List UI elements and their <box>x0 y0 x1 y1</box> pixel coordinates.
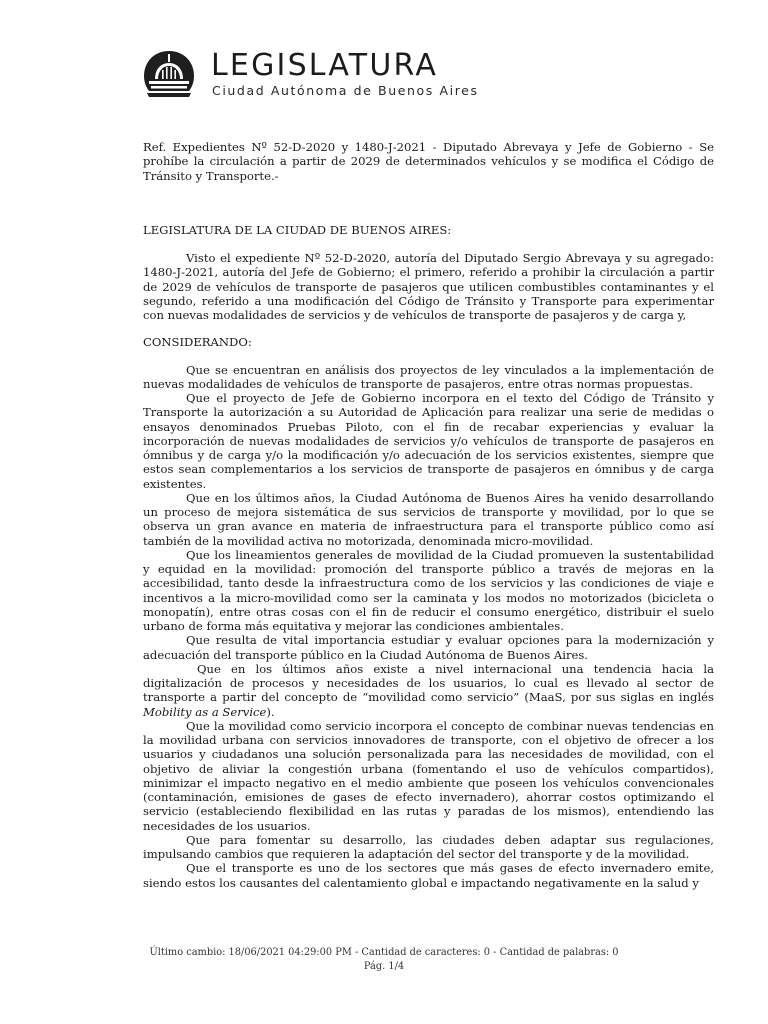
document-body <box>143 140 714 890</box>
legislature-title: LEGISLATURA <box>211 48 439 83</box>
addressee-heading: LEGISLATURA DE LA CIUDAD DE BUENOS AIRES: <box>143 222 452 237</box>
considerando-paragraph: Que para fomentar su desarrollo, las ciudades deben adaptar sus regulaciones, impulsando cambios que requieren la adaptación del sector del transporte y de la movilidad. <box>143 832 714 861</box>
considerando-paragraph: Que en los últimos años, la Ciudad Autónoma de Buenos Aires ha venido desarrollando un proceso de mejora sistemática de sus servicios de transporte y movilidad, por lo que se observa un gran avance en materia de infraestructura para el transporte público como así también de la movilidad activa no motorizada, denominada micro-movilidad. <box>143 490 714 548</box>
considerando-paragraph: Que el proyecto de Jefe de Gobierno incorpora en el texto del Código de Tránsito y Transporte la autorización a su Autoridad de Aplicación para realizar una serie de medidas o ensayos denominados Pruebas Piloto, con el fin de recabar experiencias y evaluar la incorporación de nuevas modalidades de servicios y/o vehículos de transporte de pasajeros en ómnibus y de carga y/o la modificación y/o adecuación de los servicios existentes, siempre que estos sean complementarios a los servicios de transporte de pasajeros en ómnibus y de carga existentes. <box>143 391 714 491</box>
visto-paragraph: Visto el expediente Nº 52-D-2020, autoría del Diputado Sergio Abrevaya y su agregado: 1480-J-2021, autoría del Jefe de Gobierno; el primero, referido a prohibir la circulación a partir de 2029 de vehículos de transporte de pasajeros que utilicen combustibles contaminantes y el segundo, referido a una modificación del Código de Tránsito y Transporte para experimentar con nuevas modalidades de servicios y de vehículos de transporte de pasajeros y de carga y, <box>143 251 714 322</box>
page-footer <box>0 946 768 974</box>
considerando-paragraph: Que los lineamientos generales de movilidad de la Ciudad promueven la sustentabilidad y equidad en la movilidad: promoción del transporte público a través de mejoras en la accesibilidad, tanto desde la infraestructura como de los servicios y las condiciones de viaje e incentivos a la micro-movilidad como ser la caminata y los modos no motorizados (bicicleta o monopatín), entre otras cosas con el fin de reducir el consumo energético, distribuir el suelo urbano de forma más equitativa y mejorar las condiciones ambientales. <box>143 547 714 633</box>
legislature-subtitle: Ciudad Autónoma de Buenos Aires <box>212 83 479 98</box>
reference-line: Ref. Expedientes Nº 52-D-2020 y 1480-J-2021 - Diputado Abrevaya y Jefe de Gobierno - Se prohíbe la circulación a partir de 2029 de determinados vehículos y se modifica el Código de Tránsito y Transporte.- <box>143 140 714 183</box>
maas-tail: ). <box>266 704 275 719</box>
considerando-heading: CONSIDERANDO: <box>143 335 252 350</box>
maas-paragraph <box>143 662 714 719</box>
maas-text: Que en los últimos años existe a nivel internacional una tendencia hacia la digitalización de procesos y necesidades de los usuarios, lo cual es llevado al sector de transporte a partir del concepto de “movilidad como servicio” (MaaS, por sus siglas en inglés <box>143 661 714 705</box>
considerando-paragraph: Que se encuentran en análisis dos proyectos de ley vinculados a la implementación de nuevas modalidades de vehículos de transporte de pasajeros, entre otras normas propuestas. <box>143 362 714 391</box>
letterhead <box>141 47 641 103</box>
maas-italic-term: Mobility as a Service <box>143 704 267 719</box>
considerando-paragraph: Que resulta de vital importancia estudiar y evaluar opciones para la modernización y adecuación del transporte público en la Ciudad Autónoma de Buenos Aires. <box>143 633 714 662</box>
page-number: Pág. 1/4 <box>363 961 405 972</box>
document-status-line: Último cambio: 18/06/2021 04:29:00 PM - Cantidad de caracteres: 0 - Cantidad de palabras: 0 <box>149 947 619 958</box>
legislature-dome-icon <box>141 49 197 99</box>
considerando-paragraph: Que la movilidad como servicio incorpora el concepto de combinar nuevas tendencias en la movilidad urbana con servicios innovadores de transporte, con el objetivo de ofrecer a los usuarios y ciudadanos una solución personalizada para las necesidades de movilidad, con el objetivo de aliviar la congestión urbana (fomentando el uso de vehículos compartidos), minimizar el impacto negativo en el medio ambiente que poseen los vehículos convencionales (contaminación, emisiones de gases de efecto invernadero), ahorrar costos optimizando el servicio (estableciendo flexibilidad en las rutas y paradas de los mismos), entendiendo las necesidades de los usuarios. <box>143 718 714 833</box>
considerando-paragraph: Que el transporte es uno de los sectores que más gases de efecto invernadero emite, siendo estos los causantes del calentamiento global e impactando negativamente en la salud y <box>143 861 714 890</box>
